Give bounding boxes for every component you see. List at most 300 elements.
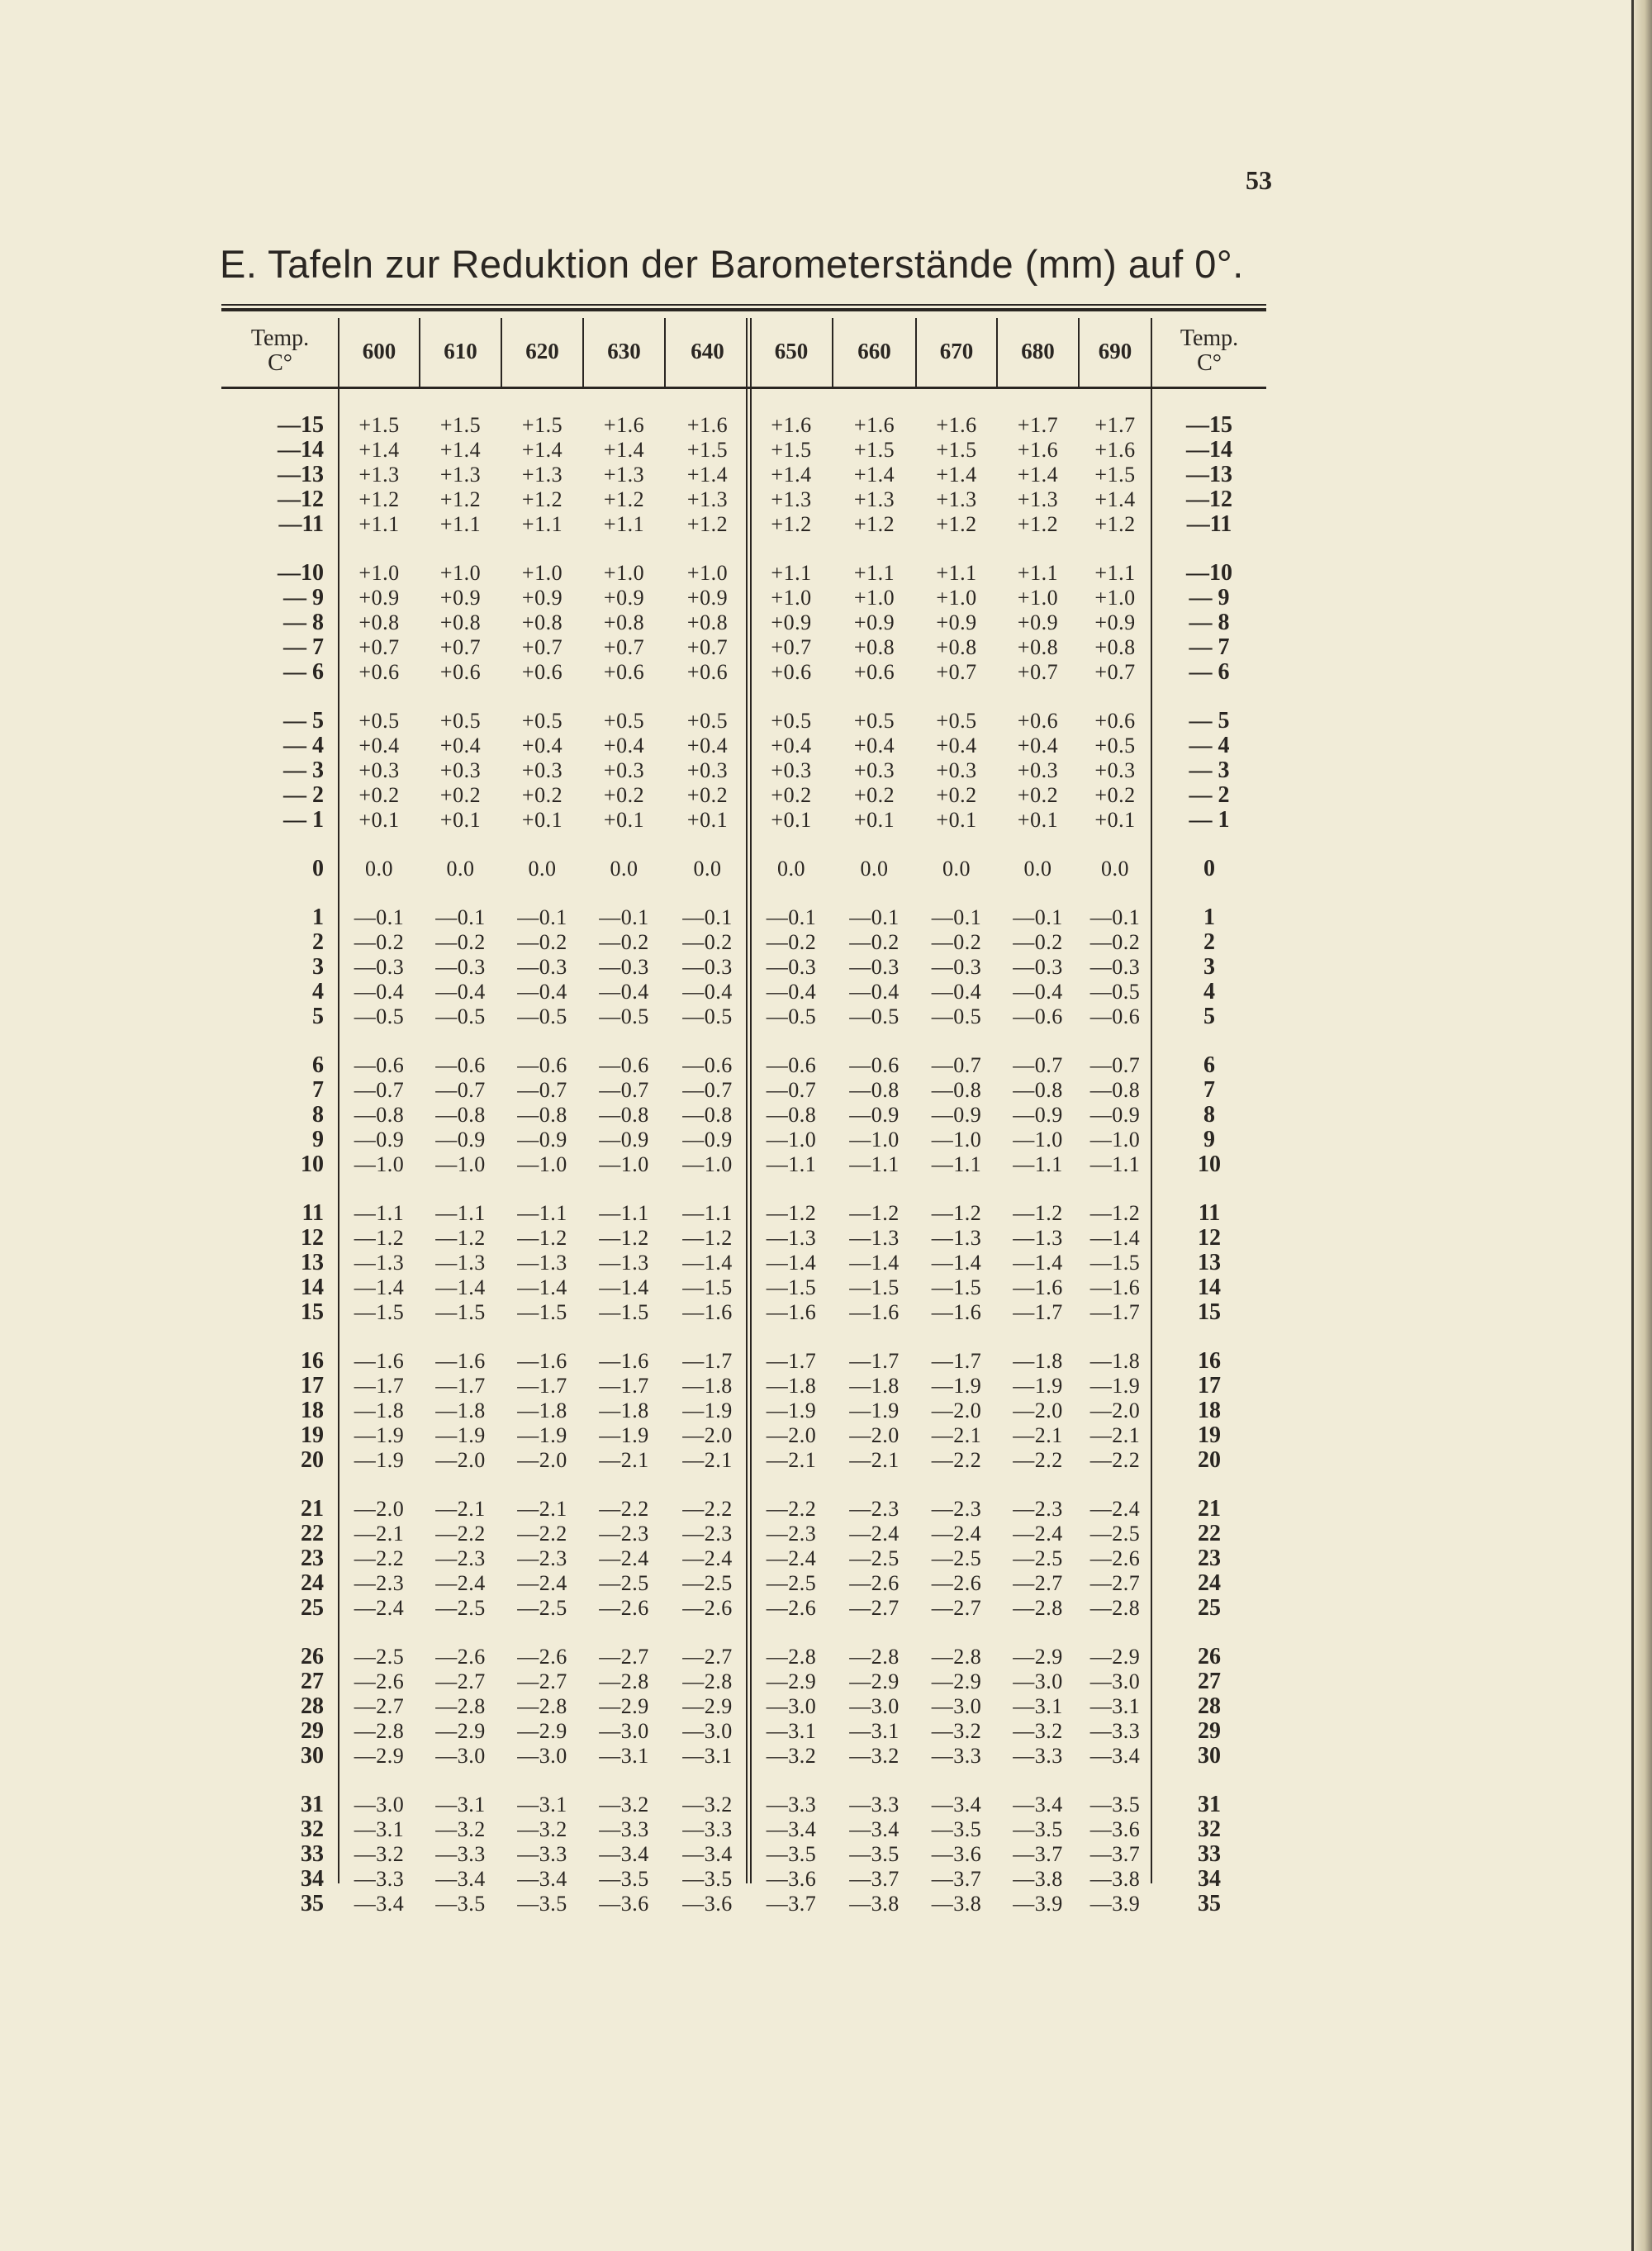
value-cell: —2.3 bbox=[766, 1522, 817, 1546]
value-cell: +0.8 bbox=[1017, 635, 1059, 659]
value-cell: —3.3 bbox=[599, 1817, 649, 1841]
temp-cell-left: —15 bbox=[278, 412, 324, 438]
value-cell: +1.0 bbox=[686, 561, 729, 585]
value-cell: +1.6 bbox=[853, 413, 895, 437]
temp-cell-left: —12 bbox=[278, 487, 324, 512]
value-cell: —0.6 bbox=[517, 1053, 567, 1077]
value-cell: +1.0 bbox=[1017, 586, 1059, 610]
value-cell: +0.1 bbox=[439, 808, 482, 832]
value-cell: +1.3 bbox=[936, 487, 977, 511]
value-cell: —3.4 bbox=[599, 1842, 649, 1866]
value-cell: —1.1 bbox=[517, 1201, 567, 1225]
temp-cell-right: 11 bbox=[1198, 1200, 1221, 1226]
value-cell: —3.5 bbox=[517, 1892, 567, 1916]
value-cell: —1.4 bbox=[517, 1275, 567, 1299]
value-cell: —1.4 bbox=[1089, 1226, 1141, 1250]
value-cell: —0.2 bbox=[517, 930, 567, 954]
table-row bbox=[221, 955, 1267, 980]
column-rule bbox=[915, 318, 917, 388]
temp-cell-right: 24 bbox=[1198, 1570, 1221, 1596]
value-cell: +1.3 bbox=[686, 487, 729, 511]
temp-cell-right: —12 bbox=[1186, 487, 1232, 512]
temp-cell-left: 8 bbox=[312, 1102, 324, 1128]
table-row bbox=[221, 1275, 1267, 1300]
value-cell: —2.8 bbox=[766, 1645, 817, 1669]
value-cell: —2.3 bbox=[682, 1522, 733, 1546]
value-cell: —0.7 bbox=[517, 1078, 567, 1102]
value-cell: —1.7 bbox=[682, 1349, 733, 1373]
value-cell: —1.7 bbox=[599, 1374, 649, 1398]
value-cell: —0.2 bbox=[849, 930, 900, 954]
value-cell: +0.9 bbox=[1017, 610, 1059, 634]
temp-cell-left: 17 bbox=[301, 1373, 324, 1399]
value-cell: +0.4 bbox=[936, 734, 977, 757]
value-cell: —2.9 bbox=[849, 1669, 900, 1693]
temp-cell-left: 9 bbox=[312, 1127, 324, 1152]
value-cell: —2.7 bbox=[517, 1669, 567, 1693]
value-cell: —1.2 bbox=[1089, 1201, 1141, 1225]
temp-cell-right: 6 bbox=[1203, 1052, 1215, 1078]
value-cell: —3.8 bbox=[849, 1892, 900, 1916]
value-cell: —3.9 bbox=[1013, 1892, 1063, 1916]
value-cell: +0.8 bbox=[439, 610, 482, 634]
value-cell: —2.2 bbox=[599, 1497, 649, 1521]
value-cell: —1.5 bbox=[766, 1275, 817, 1299]
temp-cell-left: 7 bbox=[312, 1077, 324, 1103]
value-cell: —0.9 bbox=[599, 1128, 649, 1152]
value-cell: —2.8 bbox=[435, 1694, 486, 1718]
value-cell: —0.6 bbox=[1089, 1004, 1141, 1028]
value-cell: +0.7 bbox=[1094, 660, 1136, 684]
value-cell: +1.6 bbox=[1017, 438, 1059, 462]
value-cell: —0.4 bbox=[849, 980, 900, 1004]
table-row bbox=[221, 512, 1267, 537]
value-cell: —2.2 bbox=[1013, 1448, 1063, 1472]
temp-cell-right: —14 bbox=[1186, 437, 1232, 463]
value-cell: —1.2 bbox=[682, 1226, 733, 1250]
value-cell: —1.7 bbox=[435, 1374, 486, 1398]
value-cell: +1.4 bbox=[853, 463, 895, 487]
value-cell: +1.4 bbox=[439, 438, 482, 462]
value-cell: —2.1 bbox=[1089, 1423, 1141, 1447]
value-cell: +0.4 bbox=[358, 734, 400, 757]
temp-cell-right: — 5 bbox=[1189, 708, 1230, 734]
value-cell: 0.0 bbox=[777, 857, 805, 881]
temp-cell-right: 13 bbox=[1198, 1250, 1221, 1275]
temp-cell-right: 17 bbox=[1198, 1373, 1221, 1399]
value-cell: —0.2 bbox=[435, 930, 486, 954]
temp-cell-right: 20 bbox=[1198, 1447, 1221, 1473]
value-cell: —2.8 bbox=[682, 1669, 733, 1693]
value-cell: —0.1 bbox=[1089, 905, 1141, 929]
value-cell: +0.9 bbox=[771, 610, 812, 634]
group-gap-cell bbox=[221, 1177, 1267, 1201]
value-cell: —3.4 bbox=[766, 1817, 817, 1841]
value-cell: —0.2 bbox=[1089, 930, 1141, 954]
value-cell: +0.2 bbox=[439, 783, 482, 807]
value-cell: —0.3 bbox=[599, 955, 649, 979]
temp-cell-left: 25 bbox=[301, 1595, 324, 1621]
value-cell: +1.4 bbox=[521, 438, 563, 462]
temp-cell-right: 25 bbox=[1198, 1595, 1221, 1621]
page-number: 53 bbox=[1246, 165, 1272, 195]
temp-cell-right: — 2 bbox=[1189, 782, 1230, 808]
group-gap bbox=[221, 537, 1267, 561]
value-cell: —0.6 bbox=[766, 1053, 817, 1077]
value-cell: —1.2 bbox=[354, 1226, 405, 1250]
temp-cell-right: — 9 bbox=[1189, 585, 1230, 610]
value-cell: —1.6 bbox=[849, 1300, 900, 1324]
temp-cell-left: 27 bbox=[301, 1669, 324, 1694]
header-col-660: 660 bbox=[857, 338, 891, 363]
value-cell: —0.9 bbox=[682, 1128, 733, 1152]
value-cell: —1.2 bbox=[517, 1226, 567, 1250]
temp-cell-left: 24 bbox=[301, 1570, 324, 1596]
temp-cell-right: 7 bbox=[1203, 1077, 1215, 1103]
temp-cell-left: — 5 bbox=[283, 708, 324, 734]
value-cell: +1.1 bbox=[603, 512, 645, 536]
value-cell: —0.3 bbox=[354, 955, 405, 979]
group-gap-cell bbox=[221, 833, 1267, 857]
temp-cell-left: 4 bbox=[312, 979, 324, 1004]
value-cell: +0.8 bbox=[358, 610, 400, 634]
value-cell: —2.9 bbox=[517, 1719, 567, 1743]
value-cell: —2.4 bbox=[849, 1522, 900, 1546]
value-cell: —0.1 bbox=[354, 905, 405, 929]
value-cell: +0.3 bbox=[771, 758, 812, 782]
value-cell: —0.2 bbox=[1013, 930, 1063, 954]
value-cell: +0.1 bbox=[853, 808, 895, 832]
value-cell: +0.3 bbox=[521, 758, 563, 782]
value-cell: —3.4 bbox=[1089, 1744, 1141, 1768]
value-cell: +0.8 bbox=[936, 635, 977, 659]
value-cell: —2.4 bbox=[435, 1571, 486, 1595]
value-cell: +0.1 bbox=[771, 808, 812, 832]
header-col-610: 610 bbox=[444, 338, 477, 363]
column-rule bbox=[1078, 318, 1080, 388]
table-row bbox=[221, 1423, 1267, 1448]
header-col-600: 600 bbox=[362, 338, 396, 363]
value-cell: —0.3 bbox=[435, 955, 486, 979]
value-cell: —0.2 bbox=[931, 930, 982, 954]
value-cell: —2.9 bbox=[682, 1694, 733, 1718]
temp-cell-right: — 8 bbox=[1189, 610, 1230, 635]
value-cell: —3.6 bbox=[931, 1842, 982, 1866]
value-cell: +0.4 bbox=[686, 734, 729, 757]
value-cell: —1.7 bbox=[517, 1374, 567, 1398]
temp-cell-left: 0 bbox=[312, 856, 324, 881]
value-cell: —1.1 bbox=[599, 1201, 649, 1225]
value-cell: —2.9 bbox=[354, 1744, 405, 1768]
temp-cell-left: —11 bbox=[278, 511, 324, 537]
value-cell: —0.8 bbox=[517, 1103, 567, 1127]
value-cell: —1.7 bbox=[849, 1349, 900, 1373]
temp-cell-right: 26 bbox=[1198, 1644, 1221, 1669]
column-rule bbox=[419, 318, 420, 388]
value-cell: +0.9 bbox=[439, 586, 482, 610]
value-cell: —3.0 bbox=[517, 1744, 567, 1768]
value-cell: —1.0 bbox=[517, 1152, 567, 1176]
value-cell: —0.6 bbox=[354, 1053, 405, 1077]
value-cell: —3.6 bbox=[599, 1892, 649, 1916]
page-title: E. Tafeln zur Reduktion der Barometerstände (mm) auf 0°. bbox=[220, 242, 1244, 286]
header-col-640: 640 bbox=[691, 338, 724, 363]
value-cell: —2.1 bbox=[849, 1448, 900, 1472]
value-cell: —2.5 bbox=[766, 1571, 817, 1595]
value-cell: +0.3 bbox=[853, 758, 895, 782]
temp-cell-right: 30 bbox=[1198, 1743, 1221, 1769]
temp-cell-left: 5 bbox=[312, 1004, 324, 1029]
temp-cell-right: 22 bbox=[1198, 1521, 1221, 1546]
value-cell: —2.7 bbox=[435, 1669, 486, 1693]
value-cell: —0.5 bbox=[435, 1004, 486, 1028]
value-cell: +1.2 bbox=[853, 512, 895, 536]
group-gap-cell bbox=[221, 1621, 1267, 1645]
group-gap-cell bbox=[221, 1769, 1267, 1793]
value-cell: —2.2 bbox=[766, 1497, 817, 1521]
value-cell: +1.4 bbox=[1094, 487, 1136, 511]
value-cell: —1.7 bbox=[354, 1374, 405, 1398]
temp-cell-left: 23 bbox=[301, 1546, 324, 1571]
value-cell: 0.0 bbox=[693, 857, 722, 881]
value-cell: —0.7 bbox=[1013, 1053, 1063, 1077]
page-edge-line bbox=[1631, 0, 1634, 2251]
value-cell: —2.8 bbox=[599, 1669, 649, 1693]
value-cell: —0.4 bbox=[354, 980, 405, 1004]
value-cell: —3.8 bbox=[931, 1892, 982, 1916]
title-rule-thin bbox=[221, 304, 1266, 306]
temp-cell-right: — 4 bbox=[1189, 733, 1230, 758]
value-cell: —3.2 bbox=[849, 1744, 900, 1768]
group-gap bbox=[221, 1769, 1267, 1793]
value-cell: —1.7 bbox=[766, 1349, 817, 1373]
temp-cell-left: 35 bbox=[301, 1891, 324, 1916]
value-cell: —2.2 bbox=[1089, 1448, 1141, 1472]
value-cell: —3.3 bbox=[682, 1817, 733, 1841]
value-cell: —2.7 bbox=[931, 1596, 982, 1620]
value-cell: +1.1 bbox=[1094, 561, 1136, 585]
value-cell: —1.8 bbox=[599, 1399, 649, 1422]
value-cell: —2.9 bbox=[1013, 1645, 1063, 1669]
temp-cell-right: 18 bbox=[1198, 1398, 1221, 1423]
value-cell: —3.6 bbox=[1089, 1817, 1141, 1841]
value-cell: —1.0 bbox=[1013, 1128, 1063, 1152]
temp-cell-right: 29 bbox=[1198, 1718, 1221, 1744]
value-cell: +0.5 bbox=[358, 709, 400, 733]
group-gap bbox=[221, 1177, 1267, 1201]
value-cell: +0.1 bbox=[603, 808, 645, 832]
temp-cell-right: 14 bbox=[1198, 1275, 1221, 1300]
value-cell: —3.1 bbox=[1089, 1694, 1141, 1718]
value-cell: +0.7 bbox=[439, 635, 482, 659]
value-cell: —1.6 bbox=[766, 1300, 817, 1324]
table-row bbox=[221, 1744, 1267, 1769]
value-cell: +0.2 bbox=[1094, 783, 1136, 807]
header-temp-unit-right: C° bbox=[1197, 350, 1222, 376]
value-cell: +0.6 bbox=[771, 660, 812, 684]
temp-cell-left: 32 bbox=[301, 1816, 324, 1842]
table-row bbox=[221, 1546, 1267, 1571]
temp-cell-right: 10 bbox=[1198, 1152, 1221, 1177]
value-cell: —1.1 bbox=[766, 1152, 817, 1176]
value-cell: —1.4 bbox=[435, 1275, 486, 1299]
value-cell: —2.1 bbox=[354, 1522, 405, 1546]
value-cell: —2.8 bbox=[1089, 1596, 1141, 1620]
value-cell: —1.3 bbox=[766, 1226, 817, 1250]
value-cell: —0.5 bbox=[354, 1004, 405, 1028]
temp-cell-left: — 1 bbox=[283, 807, 324, 833]
group-gap bbox=[221, 1621, 1267, 1645]
temp-cell-left: 2 bbox=[312, 929, 324, 955]
value-cell: —2.8 bbox=[517, 1694, 567, 1718]
temp-cell-right: 0 bbox=[1203, 856, 1215, 881]
value-cell: +1.1 bbox=[853, 561, 895, 585]
value-cell: —1.3 bbox=[599, 1251, 649, 1275]
value-cell: +1.5 bbox=[521, 413, 563, 437]
temp-cell-left: —10 bbox=[278, 560, 324, 586]
value-cell: —2.9 bbox=[766, 1669, 817, 1693]
temp-cell-right: 1 bbox=[1203, 905, 1215, 930]
value-cell: —3.5 bbox=[599, 1867, 649, 1891]
value-cell: +0.5 bbox=[1094, 734, 1136, 757]
value-cell: —0.3 bbox=[931, 955, 982, 979]
value-cell: —3.7 bbox=[766, 1892, 817, 1916]
value-cell: —3.0 bbox=[354, 1793, 405, 1816]
value-cell: —1.1 bbox=[1013, 1152, 1063, 1176]
table-row bbox=[221, 1596, 1267, 1621]
table-row bbox=[221, 561, 1267, 586]
value-cell: —0.5 bbox=[517, 1004, 567, 1028]
temp-cell-right: 4 bbox=[1203, 979, 1215, 1004]
temp-cell-left: 15 bbox=[301, 1299, 324, 1325]
value-cell: +0.2 bbox=[521, 783, 563, 807]
value-cell: +0.6 bbox=[358, 660, 400, 684]
temp-cell-right: 21 bbox=[1198, 1496, 1221, 1522]
value-cell: +0.5 bbox=[439, 709, 482, 733]
value-cell: —0.5 bbox=[1089, 980, 1141, 1004]
value-cell: —1.1 bbox=[931, 1152, 982, 1176]
value-cell: +1.4 bbox=[936, 463, 977, 487]
value-cell: +1.4 bbox=[603, 438, 645, 462]
value-cell: +1.2 bbox=[521, 487, 563, 511]
value-cell: —0.3 bbox=[1013, 955, 1063, 979]
table-row bbox=[221, 1793, 1267, 1817]
header-col-620: 620 bbox=[525, 338, 559, 363]
value-cell: —3.4 bbox=[435, 1867, 486, 1891]
value-cell: —2.4 bbox=[354, 1596, 405, 1620]
column-rule bbox=[582, 318, 584, 388]
temp-cell-left: — 9 bbox=[283, 585, 324, 610]
value-cell: +1.4 bbox=[1017, 463, 1059, 487]
table-row bbox=[221, 1522, 1267, 1546]
value-cell: —0.6 bbox=[1013, 1004, 1063, 1028]
value-cell: —2.5 bbox=[1089, 1522, 1141, 1546]
table-row bbox=[221, 1374, 1267, 1399]
group-gap bbox=[221, 1325, 1267, 1349]
table-row bbox=[221, 1226, 1267, 1251]
value-cell: —0.1 bbox=[1013, 905, 1063, 929]
value-cell: +0.1 bbox=[936, 808, 977, 832]
group-gap bbox=[221, 1473, 1267, 1497]
value-cell: —1.4 bbox=[766, 1251, 817, 1275]
value-cell: —2.5 bbox=[435, 1596, 486, 1620]
value-cell: —0.7 bbox=[766, 1078, 817, 1102]
value-cell: —1.9 bbox=[766, 1399, 817, 1422]
table-row bbox=[221, 1694, 1267, 1719]
table-row bbox=[221, 783, 1267, 808]
value-cell: 0.0 bbox=[610, 857, 638, 881]
value-cell: —3.6 bbox=[766, 1867, 817, 1891]
value-cell: —0.8 bbox=[931, 1078, 982, 1102]
value-cell: —1.8 bbox=[849, 1374, 900, 1398]
value-cell: +1.2 bbox=[771, 512, 812, 536]
value-cell: —0.2 bbox=[354, 930, 405, 954]
value-cell: +0.3 bbox=[603, 758, 645, 782]
value-cell: +0.8 bbox=[853, 635, 895, 659]
value-cell: —2.4 bbox=[1013, 1522, 1063, 1546]
value-cell: +1.3 bbox=[603, 463, 645, 487]
value-cell: —3.0 bbox=[682, 1719, 733, 1743]
header-col-630: 630 bbox=[607, 338, 641, 363]
table-row bbox=[221, 1053, 1267, 1078]
temp-cell-left: — 3 bbox=[283, 757, 324, 783]
table-row bbox=[221, 1571, 1267, 1596]
value-cell: +1.5 bbox=[439, 413, 482, 437]
value-cell: —2.6 bbox=[931, 1571, 982, 1595]
value-cell: —2.3 bbox=[354, 1571, 405, 1595]
value-cell: +0.3 bbox=[686, 758, 729, 782]
value-cell: —1.6 bbox=[1013, 1275, 1063, 1299]
value-cell: +0.9 bbox=[603, 586, 645, 610]
value-cell: —3.4 bbox=[931, 1793, 982, 1816]
value-cell: —1.8 bbox=[766, 1374, 817, 1398]
value-cell: 0.0 bbox=[446, 857, 475, 881]
value-cell: —3.2 bbox=[354, 1842, 405, 1866]
table-row bbox=[221, 1078, 1267, 1103]
value-cell: —0.4 bbox=[766, 980, 817, 1004]
value-cell: —1.5 bbox=[599, 1300, 649, 1324]
temp-cell-left: 22 bbox=[301, 1521, 324, 1546]
value-cell: —0.9 bbox=[931, 1103, 982, 1127]
value-cell: +0.9 bbox=[686, 586, 729, 610]
value-cell: —3.7 bbox=[849, 1867, 900, 1891]
value-cell: +1.3 bbox=[521, 463, 563, 487]
value-cell: —1.9 bbox=[599, 1423, 649, 1447]
value-cell: —2.9 bbox=[1089, 1645, 1141, 1669]
group-gap bbox=[221, 881, 1267, 905]
value-cell: —3.1 bbox=[849, 1719, 900, 1743]
value-cell: —3.4 bbox=[517, 1867, 567, 1891]
value-cell: +0.2 bbox=[853, 783, 895, 807]
temp-cell-left: — 6 bbox=[283, 659, 324, 685]
value-cell: —1.6 bbox=[1089, 1275, 1141, 1299]
temp-cell-left: 16 bbox=[301, 1348, 324, 1374]
value-cell: —1.9 bbox=[682, 1399, 733, 1422]
temp-cell-right: 27 bbox=[1198, 1669, 1221, 1694]
temp-cell-right: 3 bbox=[1203, 954, 1215, 980]
temp-cell-right: 33 bbox=[1198, 1841, 1221, 1867]
value-cell: +1.4 bbox=[686, 463, 729, 487]
value-cell: +0.5 bbox=[936, 709, 977, 733]
title-rule-thick bbox=[221, 308, 1266, 311]
value-cell: —1.1 bbox=[849, 1152, 900, 1176]
value-cell: —0.8 bbox=[849, 1078, 900, 1102]
value-cell: +0.4 bbox=[521, 734, 563, 757]
temp-cell-right: 31 bbox=[1198, 1792, 1221, 1817]
value-cell: —1.5 bbox=[354, 1300, 405, 1324]
temp-cell-right: 8 bbox=[1203, 1102, 1215, 1128]
value-cell: —0.3 bbox=[517, 955, 567, 979]
